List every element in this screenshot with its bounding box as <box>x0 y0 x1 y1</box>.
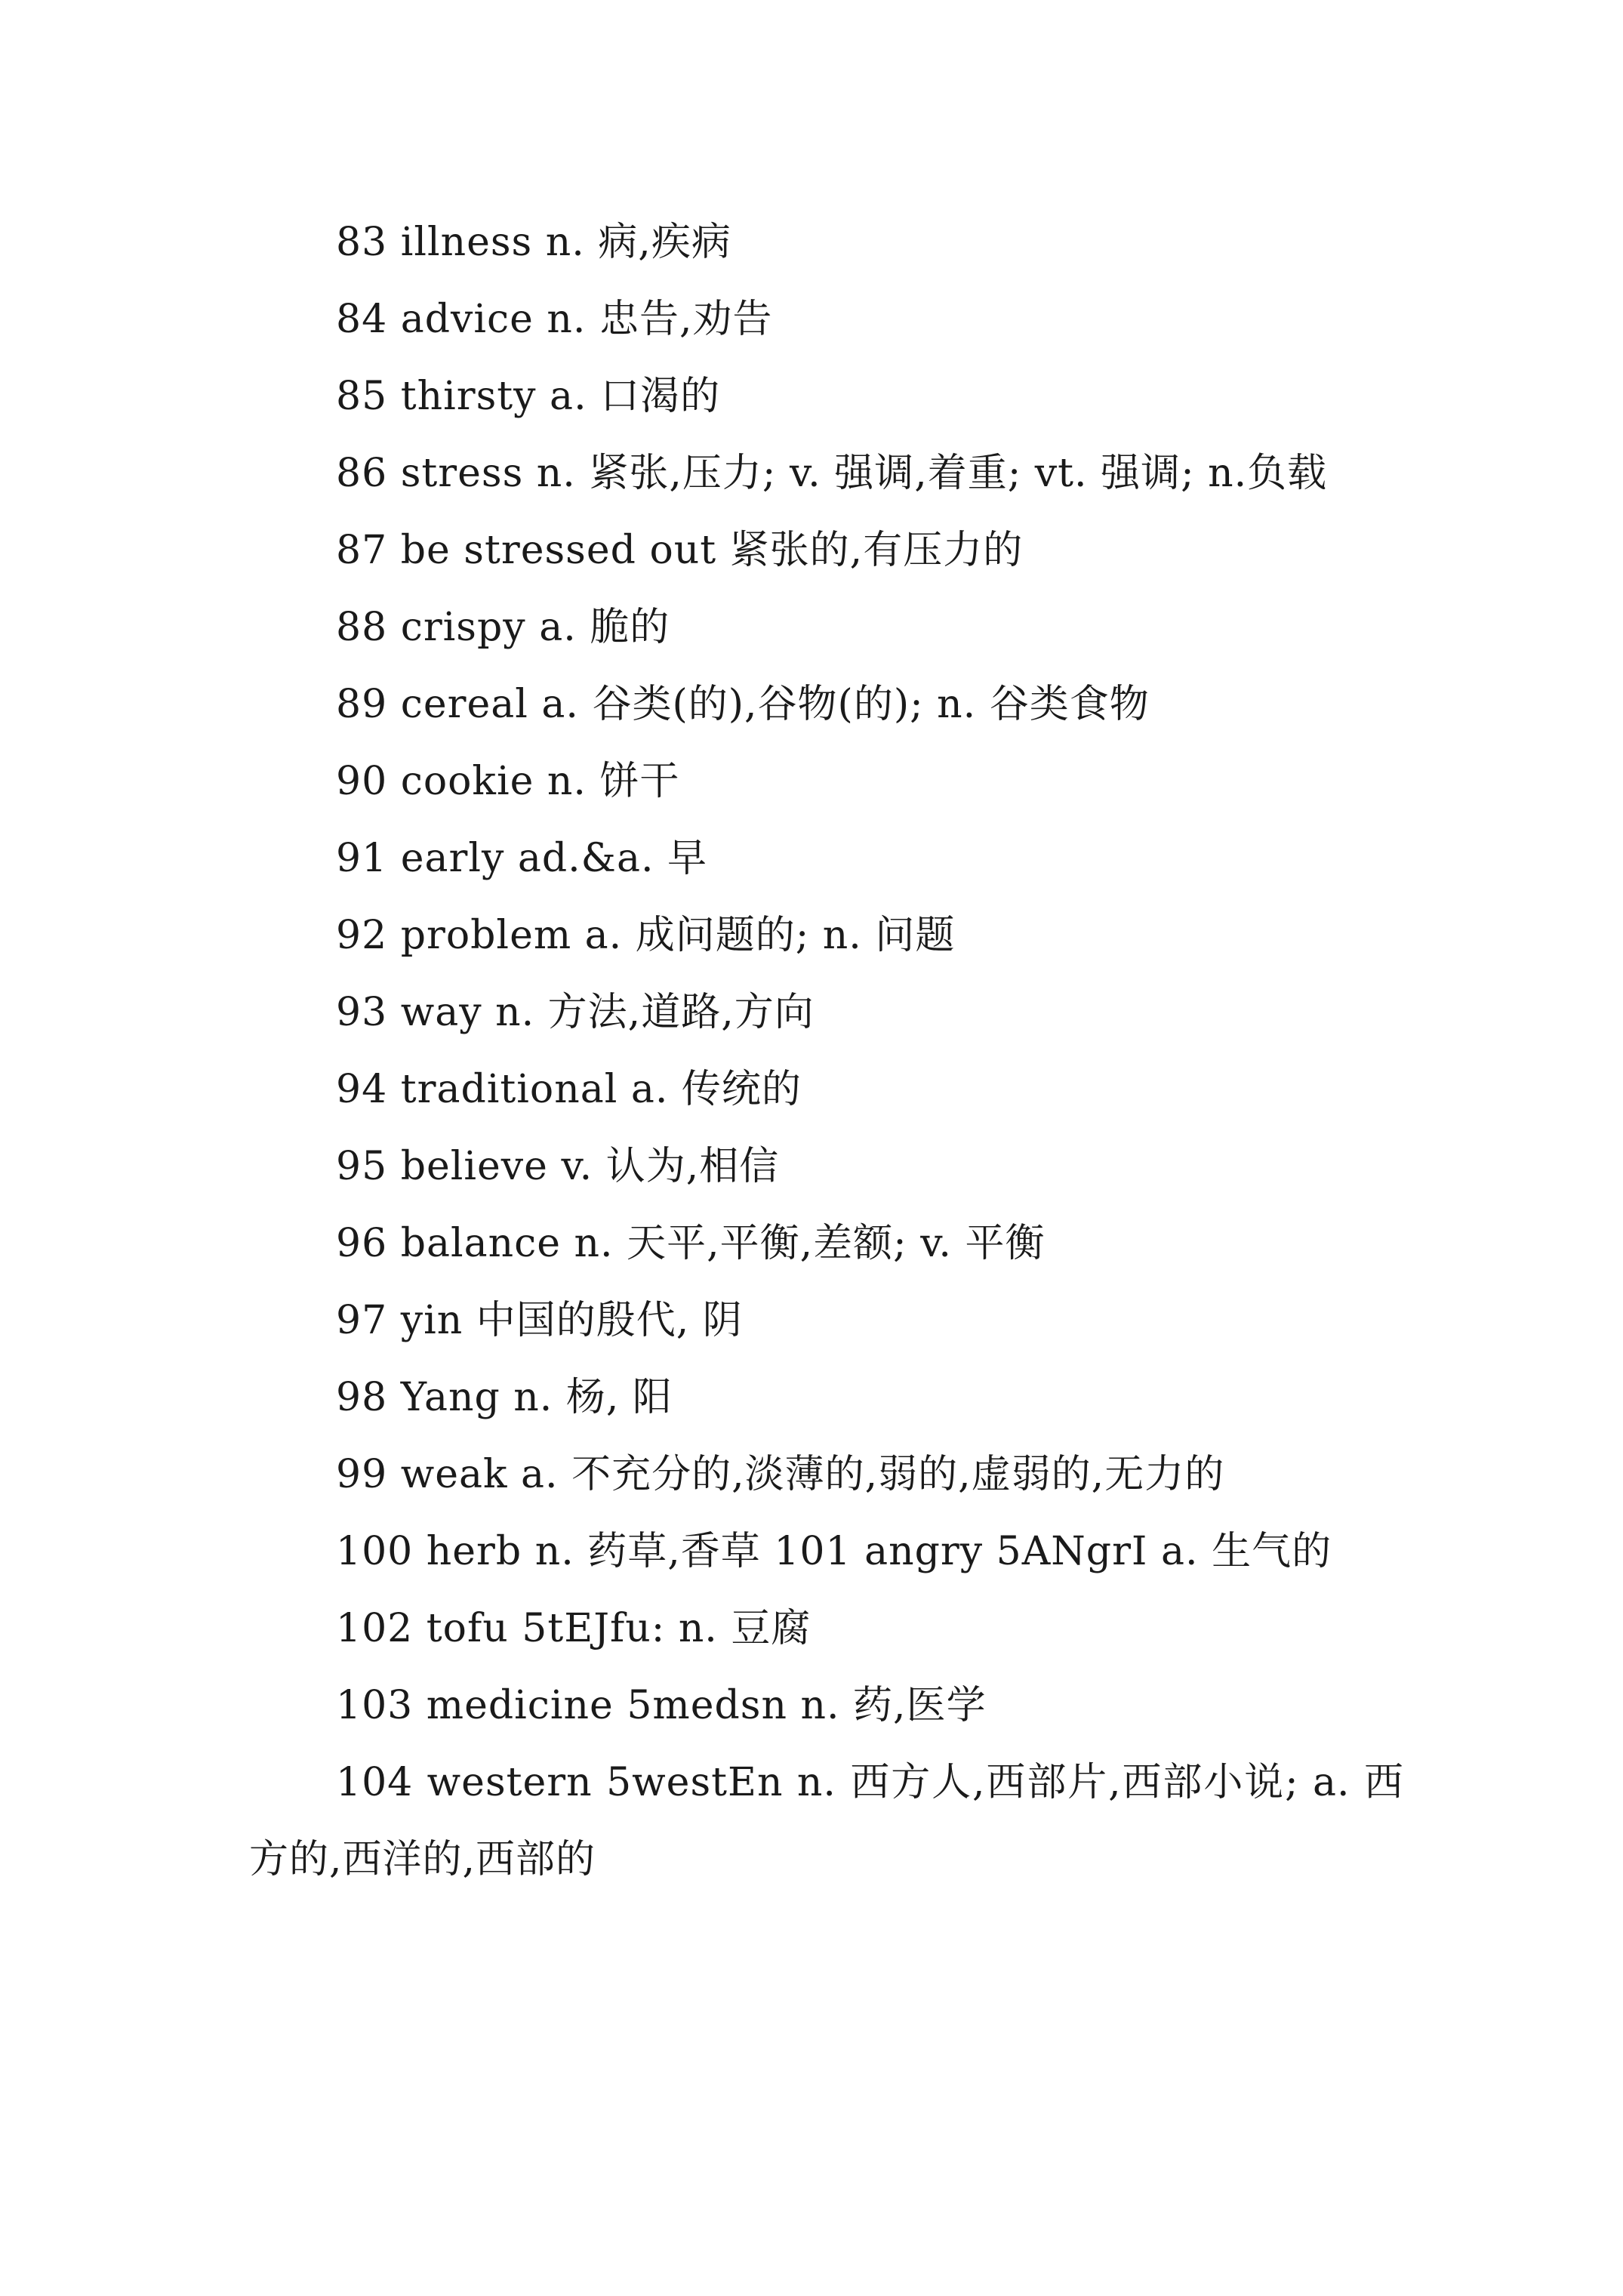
vocab-entry-103: 103 medicine 5medsn n. 药,医学 <box>336 1683 987 1728</box>
vocab-entry-95: 95 believe v. 认为,相信 <box>336 1144 780 1189</box>
vocab-entry-88: 88 crispy a. 脆的 <box>336 605 670 650</box>
vocab-entry-100-101: 100 herb n. 药草,香草 101 angry 5ANgrI a. 生气的 <box>336 1529 1332 1574</box>
vocab-entry-93: 93 way n. 方法,道路,方向 <box>336 990 815 1035</box>
vocab-entry-86: 86 stress n. 紧张,压力; v. 强调,着重; vt. 强调; n.负载 <box>336 451 1328 496</box>
vocab-entry-90: 90 cookie n. 饼干 <box>336 759 680 804</box>
vocab-entry-85: 85 thirsty a. 口渴的 <box>336 374 721 419</box>
vocab-entry-83: 83 illness n. 病,疾病 <box>336 220 731 265</box>
vocab-entry-104: 104 western 5westEn n. 西方人,西部片,西部小说; a. 西方的,西洋的,西部的 <box>249 1760 1404 1882</box>
vocab-entry-99: 99 weak a. 不充分的,淡薄的,弱的,虚弱的,无力的 <box>336 1452 1225 1497</box>
vocab-entry-91: 91 early ad.&a. 早 <box>336 836 708 881</box>
vocab-entry-97: 97 yin 中国的殷代, 阴 <box>336 1298 743 1343</box>
vocabulary-list <box>249 204 1404 1898</box>
vocab-entry-92: 92 problem a. 成问题的; n. 问题 <box>336 913 956 958</box>
vocab-entry-87: 87 be stressed out 紧张的,有压力的 <box>336 528 1024 573</box>
vocab-entry-84: 84 advice n. 忠告,劝告 <box>336 297 773 342</box>
vocab-entry-94: 94 traditional a. 传统的 <box>336 1067 802 1112</box>
vocab-entry-102: 102 tofu 5tEJfu: n. 豆腐 <box>336 1606 812 1651</box>
vocab-entry-98: 98 Yang n. 杨, 阳 <box>336 1375 673 1420</box>
vocab-entry-89: 89 cereal a. 谷类(的),谷物(的); n. 谷类食物 <box>336 682 1150 727</box>
vocab-entry-96: 96 balance n. 天平,平衡,差额; v. 平衡 <box>336 1221 1046 1266</box>
